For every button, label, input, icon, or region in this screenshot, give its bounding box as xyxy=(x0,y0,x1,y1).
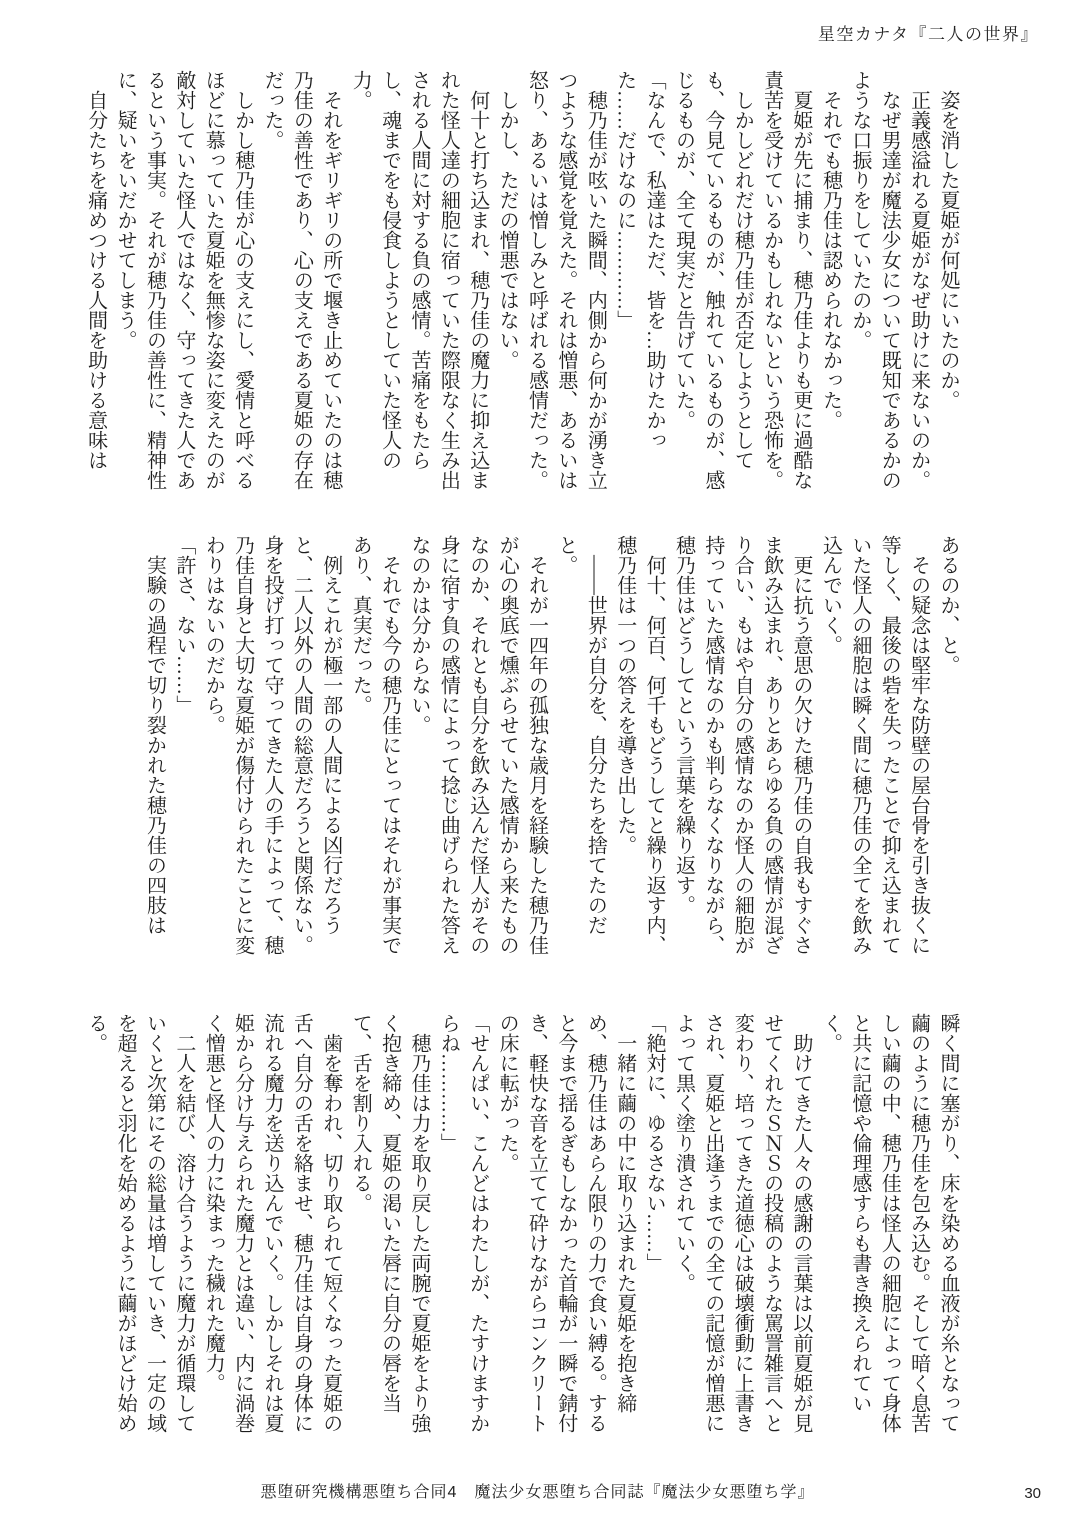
paragraph: それでも今の穂乃佳にとってはそれが事実であり、真実だった。 xyxy=(349,535,401,955)
paragraph: 「許さ、ない……」 xyxy=(172,535,195,715)
footer-credit: 悪堕研究機構悪堕ち合同4 魔法少女悪堕ち合同誌『魔法少女悪堕ち学』 xyxy=(260,1484,815,1501)
paragraph: 瞬く間に塞がり、床を染める血液が糸となって繭のように穂乃佳を包み込む。そして暗く息苦しい繭の中、穂乃佳は怪人の細胞によって身体と共に記憶や倫理感すらも書き換えられていく。 xyxy=(819,1013,959,1433)
paragraph: 穂乃佳は力を取り戻した両腕で夏姫をより強く抱き締め、夏姫の渇いた唇に自分の唇を当て、舌を割り入れる。 xyxy=(349,1013,430,1433)
paragraph: 「せんぱい、こんどはわたしが、たすけますからね…………」 xyxy=(437,1013,489,1433)
paragraph: 何十と打ち込まれ、穂乃佳の魔力に抑え込まれた怪人達の細胞に宿っていた際限なく生み出される人間に対する負の感情。苦痛をもたらし、魂までをも侵食しようとしていた怪人の力。 xyxy=(349,70,489,490)
paragraph: それをギリギリの所で堰き止めていたのは穂乃佳の善性であり、心の支えである夏姫の存在だった。 xyxy=(261,70,342,490)
text-block-bottom xyxy=(80,1013,962,1433)
running-header-title: 星空カナタ『二人の世界』 xyxy=(817,25,1039,44)
paragraph: 歯を奪われ、切り取られて短くなった夏姫の舌へ自分の舌を絡ませ、穂乃佳は自身の身体に流れる魔力を送り込んでいく。しかしそれは夏姫から分け与えられた魔力とは違い、内に渦巻く憎悪と怪人の力に染まった穢れた魔力。 xyxy=(202,1013,342,1433)
paragraph: 自分たちを痛めつける人間を助ける意味は xyxy=(84,90,107,470)
paragraph: 更に抗う意思の欠けた穂乃佳の自我もすぐさま飲み込まれ、ありとあらゆる負の感情が混ざり合い、もはや自分の感情なのか怪人の細胞が持っていた感情なのかも判らなくなりながら、穂乃佳はどうしてという言葉を繰り返す。 xyxy=(672,535,813,955)
paragraph: それでも穂乃佳は認められなかった。 xyxy=(819,90,842,430)
paragraph: その疑念は堅牢な防壁の屋台骨を引き抜くに等しく、最後の砦を失ったことで抑え込まれていた怪人の細胞は瞬く間に穂乃佳の全てを飲み込んでいく。 xyxy=(819,535,930,955)
paragraph: 「絶対に、ゆるさない……」 xyxy=(643,1013,666,1273)
page-number: 30 xyxy=(1024,1485,1041,1502)
paragraph: 「なんで、私達はただ、皆を…助けたかった……だけなのに…………」 xyxy=(613,70,666,450)
paragraph: 正義感溢れる夏姫がなぜ助けに来ないのか。 xyxy=(907,90,930,490)
paragraph: しかし、ただの憎悪ではない。 xyxy=(496,90,519,370)
paragraph: 例えこれが極一部の人間による凶行だろうと、二人以外の人間の総意だろうと関係ない。身を投げ打って守ってきた人の手によって、穂乃佳自身と大切な夏姫が傷付けられたことに変わりはないのだから。 xyxy=(202,535,342,955)
paragraph: 実験の過程で切り裂かれた穂乃佳の四肢は xyxy=(143,555,166,935)
paragraph: しかし穂乃佳が心の支えにし、愛情と呼べるほどに慕っていた夏姫を無惨な姿に変えたのが敵対していた怪人ではなく、守ってきた人であるという事実。それが穂乃佳の善性に、精神性に、疑いをいだかせてしまう。 xyxy=(114,70,254,490)
paragraph: 二人を結び、溶け合うように魔力が循環していくと次第にその総量は増していき、一定の域を超えると羽化を始めるように繭がほどけ始める。 xyxy=(84,1013,195,1433)
paragraph: 一緒に繭の中に取り込まれた夏姫を抱き締め、穂乃佳はあらん限りの力で食い縛る。すると今まで揺るぎもしなかった首輪が一瞬で錆付き、軽快な音を立てて砕けながらコンクリートの床に転がった。 xyxy=(496,1013,636,1433)
paragraph: 助けてきた人々の感謝の言葉は以前夏姫が見せてくれたＳＮＳの投稿のような罵詈雑言へと変わり、培ってきた道徳心は破壊衝動に上書きされ、夏姫と出逢うまでの全ての記憶が憎悪によって黒く塗り潰されていく。 xyxy=(672,1013,813,1433)
paragraph: 姿を消した夏姫が何処にいたのか。 xyxy=(937,90,959,410)
paragraph: それが一四年の孤独な歳月を経験した穂乃佳が心の奥底で燻ぶらせていた感情から来たものなのか、それとも自分を飲み込んだ怪人がその身に宿す負の感情によって捻じ曲げられた答えなのかは分からない。 xyxy=(407,535,548,955)
paragraph: 何十、何百、何千もどうしてと繰り返す内、穂乃佳は一つの答えを導き出した。 xyxy=(613,535,666,955)
text-block-middle xyxy=(139,535,962,955)
paragraph: ――世界が自分を、自分たちを捨てたのだと。 xyxy=(554,535,607,935)
paragraph: 夏姫が先に捕まり、穂乃佳よりも更に過酷な責苦を受けているかもしれないという恐怖を。 xyxy=(760,70,813,490)
paragraph: 穂乃佳が呟いた瞬間、内側から何かが湧き立つような感覚を覚えた。それは憎悪、あるいは怒り、あるいは憎しみと呼ばれる感情だった。 xyxy=(525,70,607,490)
paragraph: なぜ男達が魔法少女について既知であるかのような口振りをしていたのか。 xyxy=(848,70,901,490)
text-block-top xyxy=(80,70,962,490)
paragraph: あるのか、と。 xyxy=(937,535,959,675)
paragraph: しかしどれだけ穂乃佳が否定しようとしても、今見ているものが、触れているものが、感じるものが、全て現実だと告げていた。 xyxy=(672,70,754,490)
